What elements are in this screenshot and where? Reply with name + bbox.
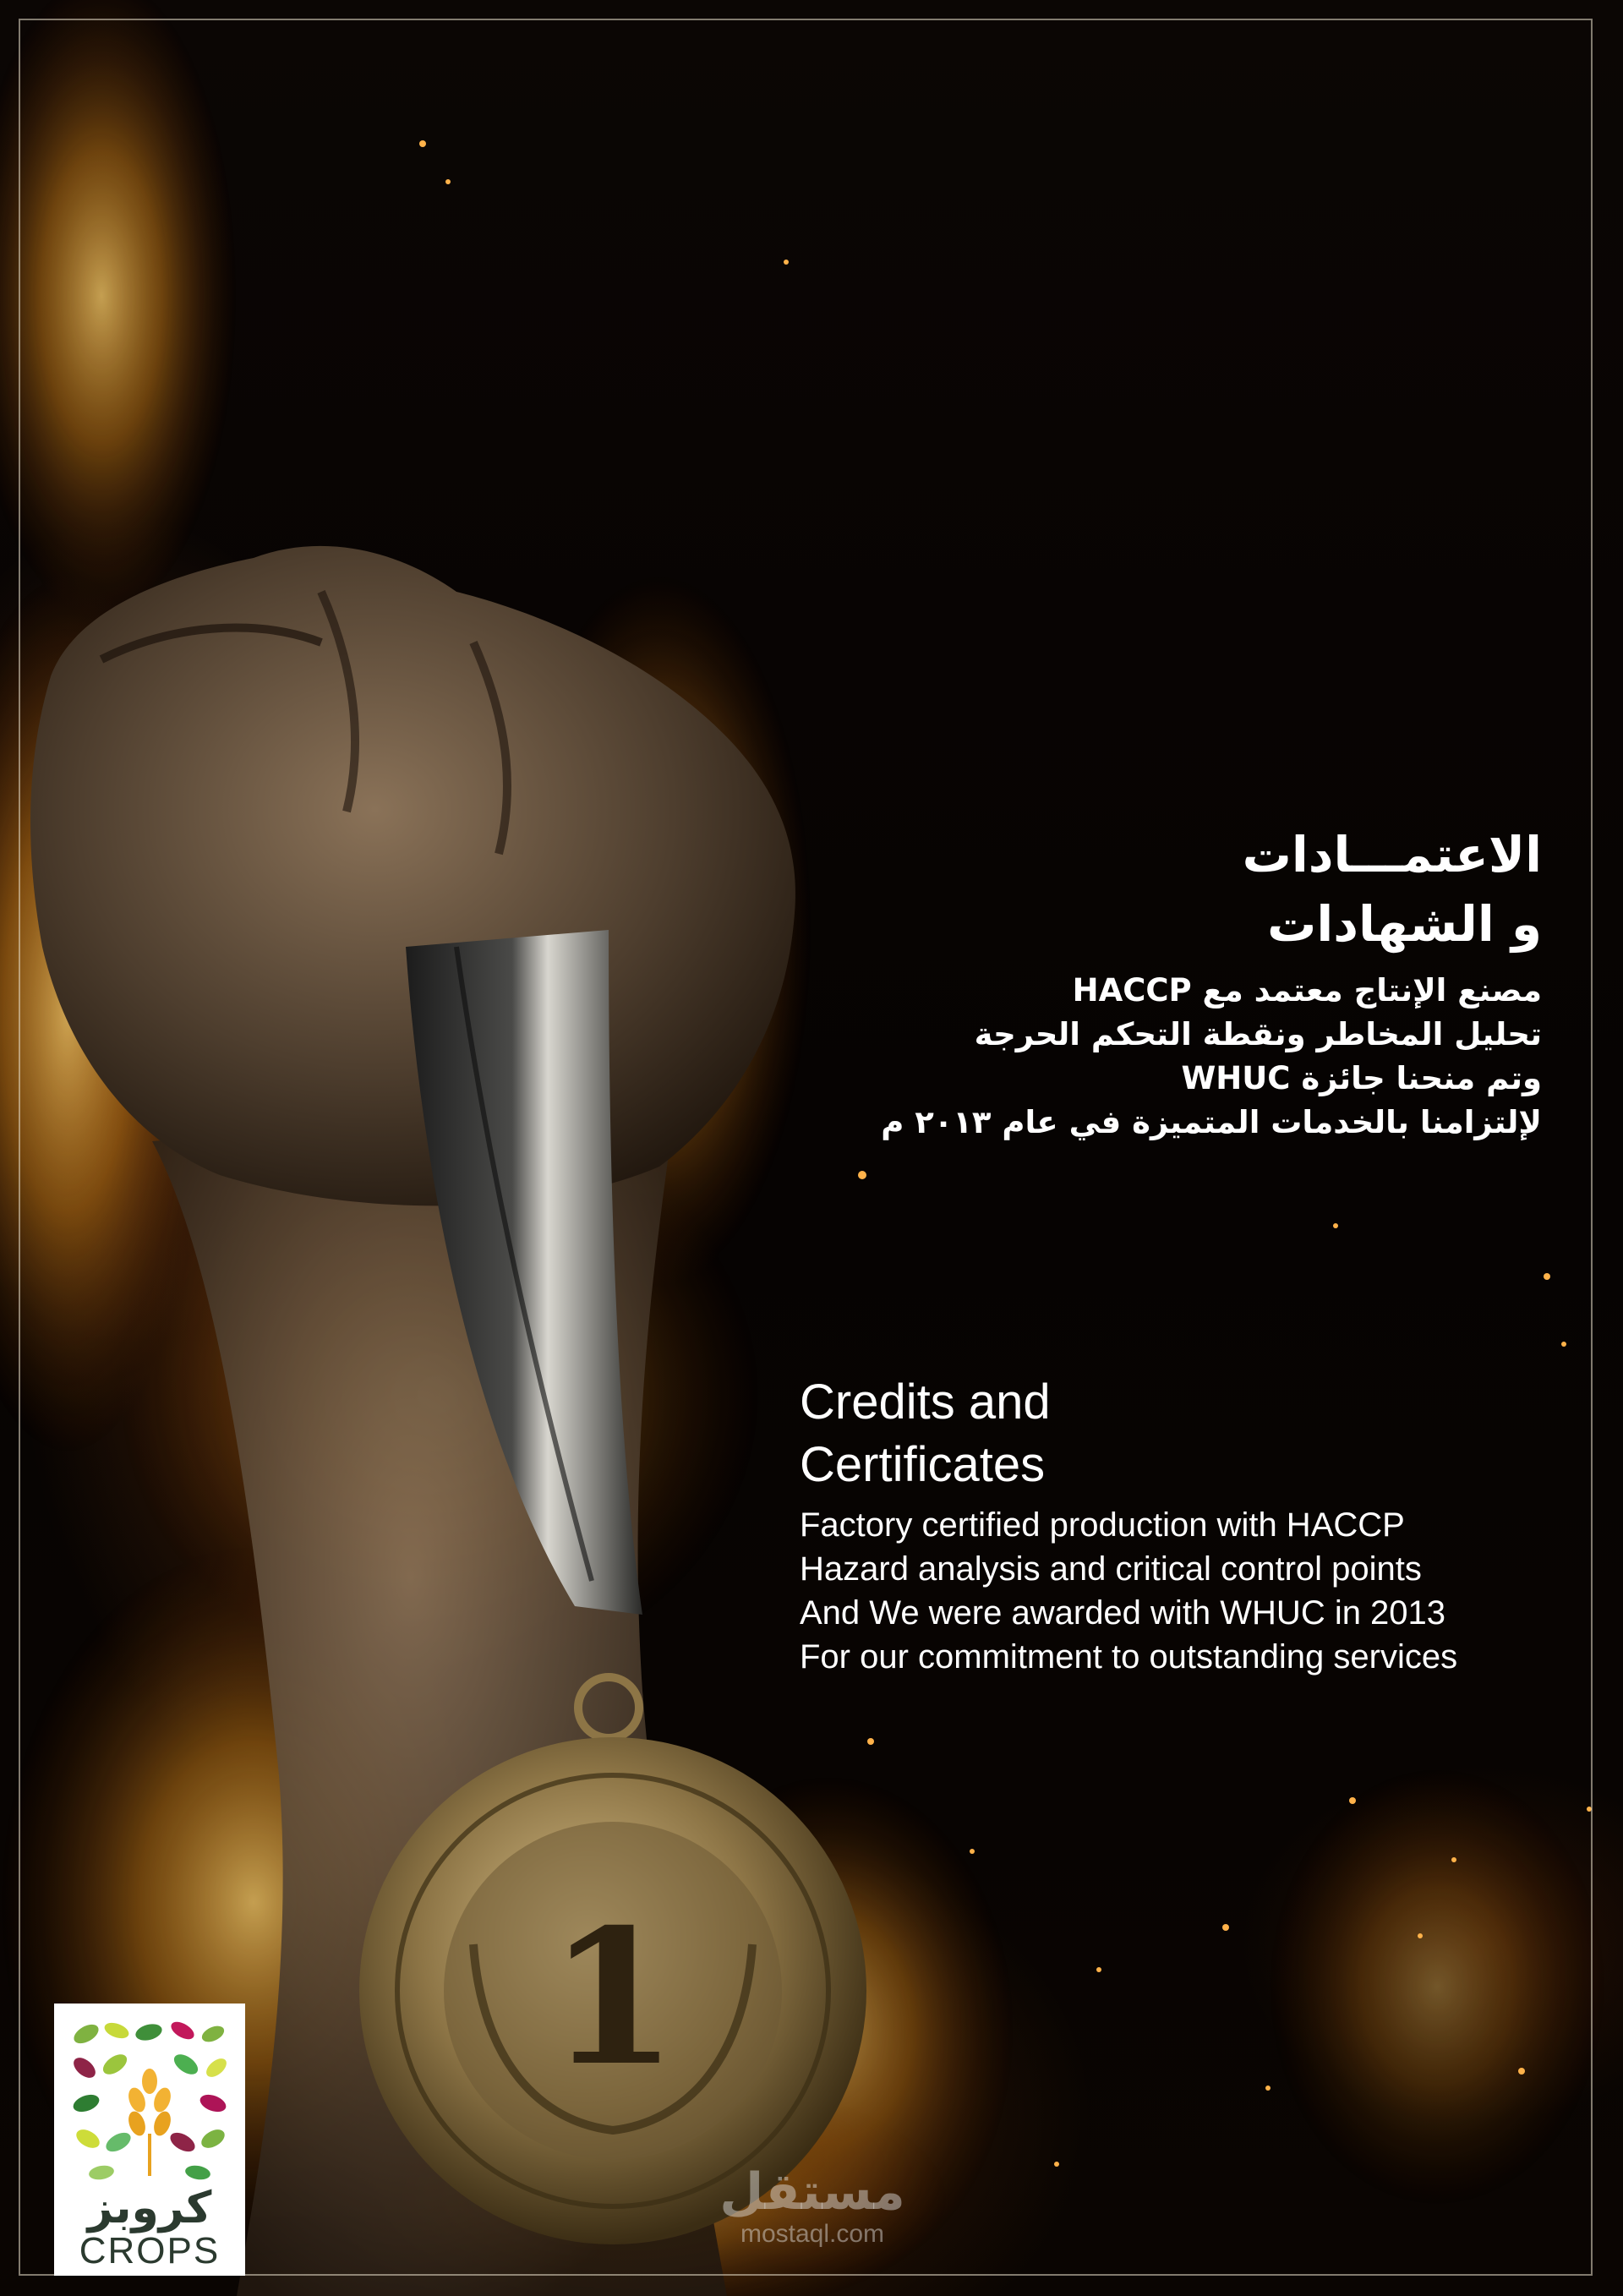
border-frame xyxy=(19,19,1593,2276)
arabic-heading-line-1: الاعتمـــادات xyxy=(1242,826,1542,883)
crops-logo xyxy=(54,2004,245,2276)
english-line-3: And We were awarded with WHUC in 2013 xyxy=(800,1594,1446,1632)
english-heading-line-2: Certificates xyxy=(800,1437,1046,1492)
arabic-line-1: مصنع الإنتاج معتمد مع HACCP xyxy=(1072,972,1542,1009)
english-line-4: For our commitment to outstanding services xyxy=(800,1638,1458,1676)
mostaql-watermark xyxy=(715,2164,910,2249)
medal-number: 1 xyxy=(548,1888,678,2107)
logo-english-name: CROPS xyxy=(79,2230,221,2271)
leaves-icon xyxy=(68,2015,232,2184)
english-line-2: Hazard analysis and critical control points xyxy=(800,1550,1422,1588)
watermark-arabic: مستقل xyxy=(719,2162,905,2222)
english-line-1: Factory certified production with HACCP xyxy=(800,1506,1405,1544)
arabic-text-block xyxy=(815,820,1542,1145)
arabic-line-4: لإلتزامنا بالخدمات المتميزة في عام ٢٠١٣ م xyxy=(881,1104,1542,1140)
logo-arabic-name: كروبز xyxy=(87,2183,212,2233)
english-heading-line-1: Credits and xyxy=(800,1375,1051,1430)
arabic-line-2: تحليل المخاطر ونقطة التحكم الحرجة xyxy=(974,1016,1542,1052)
arabic-line-3: وتم منحنا جائزة WHUC xyxy=(1181,1060,1542,1096)
arabic-heading-line-2: و الشهادات xyxy=(1267,895,1542,953)
english-heading xyxy=(800,1371,1577,1496)
english-text-block xyxy=(800,1371,1577,1679)
watermark-url: mostaql.com xyxy=(740,2220,885,2248)
arabic-heading xyxy=(815,820,1542,959)
